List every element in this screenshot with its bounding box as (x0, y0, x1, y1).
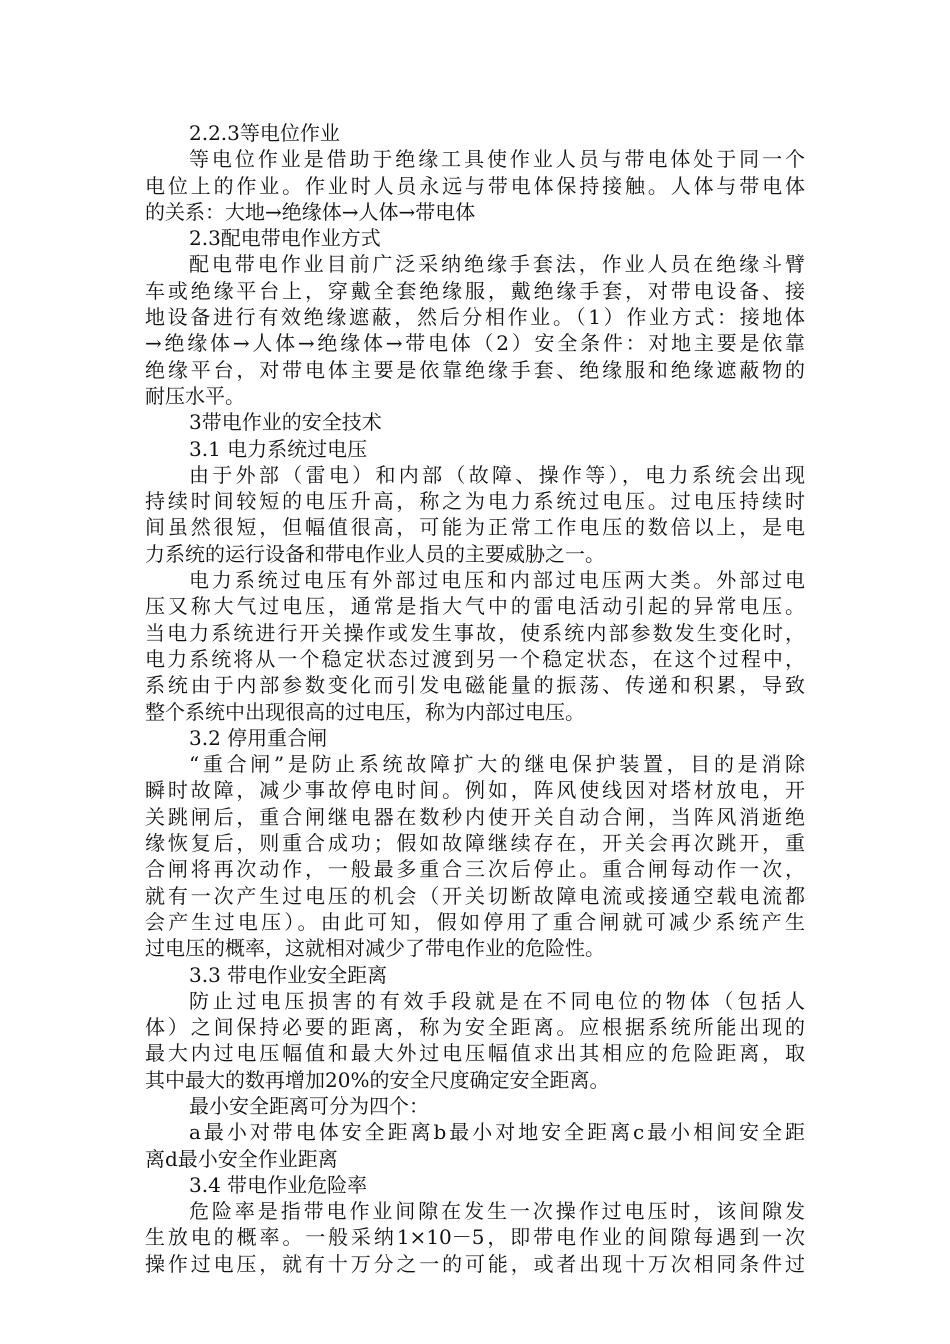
document-page (145, 120, 805, 1277)
text-line: 整个系统中出现很高的过电压，称为内部过电压。 (145, 699, 585, 724)
text-line: 的关系：大地→绝缘体→人体→带电体 (145, 199, 476, 224)
text-line: 2.3配电带电作业方式 (189, 226, 381, 251)
text-line: 电位上的作业。作业时人员永远与带电体保持接触。人体与带电体 (145, 173, 805, 198)
text-line: 最大内过电压幅值和最大外过电压幅值求出其相应的危险距离，取 (145, 1041, 805, 1066)
text-line: 关跳闸后，重合闸继电器在数秒内使开关自动合闸，当阵风消逝绝 (145, 804, 805, 829)
text-line: 离d最小安全作业距离 (145, 1146, 338, 1171)
text-line: 电力系统过电压有外部过电压和内部过电压两大类。外部过电 (189, 568, 805, 593)
text-line: 合闸将再次动作，一般最多重合三次后停止。重合闸每动作一次， (145, 857, 805, 882)
text-line: 绝缘平台，对带电体主要是依靠绝缘手套、绝缘服和绝缘遮蔽物的 (145, 357, 805, 382)
text-line: 力系统的运行设备和带电作业人员的主要威胁之一。 (145, 541, 605, 566)
text-line: 防止过电压损害的有效手段就是在不同电位的物体（包括人 (189, 988, 805, 1013)
text-line: 缘恢复后，则重合成功；假如故障继续存在，开关会再次跳开，重 (145, 831, 805, 856)
text-line: 过电压的概率，这就相对减少了带电作业的危险性。 (145, 936, 605, 961)
text-line: 配电带电作业目前广泛采纳绝缘手套法，作业人员在绝缘斗臂 (189, 252, 805, 277)
text-line: 3带电作业的安全技术 (189, 410, 382, 435)
text-line: 压又称大气过电压，通常是指大气中的雷电活动引起的异常电压。 (145, 594, 805, 619)
text-line: 持续时间较短的电压升高，称之为电力系统过电压。过电压持续时 (145, 489, 805, 514)
text-line: 3.3 带电作业安全距离 (189, 962, 388, 987)
text-line: 2.2.3等电位作业 (189, 121, 340, 145)
text-line: 生放电的概率。一般采纳1×10－5，即带电作业的间隙每遇到一次 (145, 1225, 805, 1250)
text-line: 3.1 电力系统过电压 (189, 436, 368, 461)
text-line: 3.2 停用重合闸 (189, 725, 328, 750)
text-line: 等电位作业是借助于绝缘工具使作业人员与带电体处于同一个 (189, 147, 805, 172)
text-line: 就有一次产生过电压的机会（开关切断故障电流或接通空载电流都 (145, 883, 805, 908)
text-line: 车或绝缘平台上，穿戴全套绝缘服，戴绝缘手套，对带电设备、接 (145, 278, 805, 303)
text-line: 危险率是指带电作业间隙在发生一次操作过电压时，该间隙发 (189, 1199, 805, 1224)
text-line: a最小对带电体安全距离b最小对地安全距离c最小相间安全距 (189, 1120, 805, 1145)
text-line: 体）之间保持必要的距离，称为安全距离。应根据系统所能出现的 (145, 1015, 805, 1040)
text-line: 由于外部（雷电）和内部（故障、操作等），电力系统会出现 (189, 462, 805, 487)
text-line: 当电力系统进行开关操作或发生事故，使系统内部参数发生变化时， (145, 620, 805, 645)
text-line: “重合闸”是防止系统故障扩大的继电保护装置，目的是消除 (189, 752, 805, 777)
text-line: 系统由于内部参数变化而引发电磁能量的振荡、传递和积累，导致 (145, 673, 805, 698)
text-line: 最小安全距离可分为四个： (189, 1093, 429, 1118)
text-line: 电力系统将从一个稳定状态过渡到另一个稳定状态，在这个过程中， (145, 646, 805, 671)
text-line: 地设备进行有效绝缘遮蔽，然后分相作业。（1）作业方式：接地体 (145, 305, 805, 330)
text-line: 3.4 带电作业危险率 (189, 1172, 368, 1197)
text-line: →绝缘体→人体→绝缘体→带电体（2）安全条件：对地主要是依靠 (145, 331, 805, 356)
text-line: 其中最大的数再增加20%的安全尺度确定安全距离。 (145, 1067, 610, 1092)
text-line: 会产生过电压）。由此可知，假如停用了重合闸就可减少系统产生 (145, 909, 805, 934)
text-line: 耐压水平。 (145, 383, 245, 408)
text-line: 操作过电压，就有十万分之一的可能，或者出现十万次相同条件过 (145, 1251, 805, 1276)
text-line: 瞬时故障，减少事故停电时间。例如，阵风使线因对塔材放电，开 (145, 778, 805, 803)
text-line: 间虽然很短，但幅值很高，可能为正常工作电压的数倍以上，是电 (145, 515, 805, 540)
